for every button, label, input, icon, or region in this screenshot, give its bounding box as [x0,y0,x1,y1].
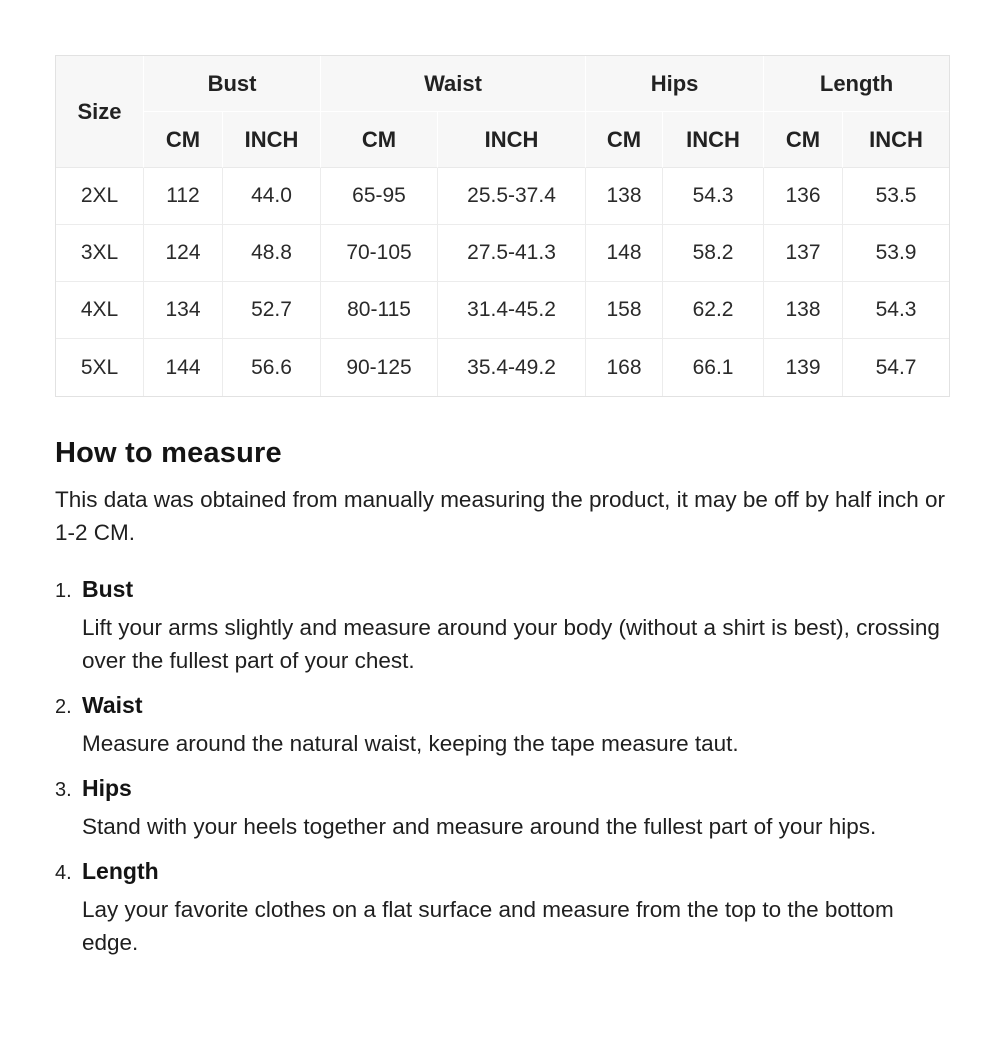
unit-header-bust-cm: CM [144,112,223,168]
unit-header-waist-cm: CM [321,112,438,168]
bust-inch-value: 44.0 [223,168,321,225]
col-header-waist: Waist [321,56,586,112]
step-number: 4. [55,862,72,884]
step-heading [55,858,948,885]
bust-cm-value: 144 [144,339,223,396]
step-description: Stand with your heels together and measure around the fullest part of your hips. [82,814,877,839]
step-term: Hips [82,775,132,801]
length-cm-value: 137 [764,225,843,282]
waist-inch-value: 27.5-41.3 [438,225,586,282]
waist-inch-value: 31.4-45.2 [438,282,586,339]
step-description: Lay your favorite clothes on a flat surface and measure from the top to the bottom edge. [82,897,894,955]
bust-inch-value: 48.8 [223,225,321,282]
length-inch-value: 54.3 [843,282,949,339]
size-label: 3XL [56,225,144,282]
length-cm-value: 136 [764,168,843,225]
unit-header-length-inch: INCH [843,112,949,168]
measure-step-waist [55,692,948,760]
col-header-hips: Hips [586,56,764,112]
hips-inch-value: 54.3 [663,168,764,225]
length-inch-value: 53.9 [843,225,949,282]
step-description: Lift your arms slightly and measure around your body (without a shirt is best), crossing over the fullest part of your chest. [82,615,940,673]
table-row-5xl [56,339,949,396]
unit-header-length-cm: CM [764,112,843,168]
measure-disclaimer: This data was obtained from manually measuring the product, it may be off by half inch or 1-2 CM. [55,487,946,545]
col-header-length: Length [764,56,949,112]
col-header-bust: Bust [144,56,321,112]
hips-inch-value: 66.1 [663,339,764,396]
step-number: 1. [55,580,72,602]
hips-cm-value: 168 [586,339,663,396]
bust-inch-value: 52.7 [223,282,321,339]
hips-inch-value: 62.2 [663,282,764,339]
step-term: Bust [82,576,134,602]
step-heading [55,576,948,603]
waist-inch-value: 35.4-49.2 [438,339,586,396]
size-chart-table [55,55,950,397]
step-number: 3. [55,779,72,801]
size-label: 5XL [56,339,144,396]
waist-cm-value: 70-105 [321,225,438,282]
step-term: Length [82,858,159,884]
col-header-size: Size [56,56,144,168]
step-number: 2. [55,696,72,718]
length-cm-value: 139 [764,339,843,396]
table-row-2xl [56,168,949,225]
unit-header-bust-inch: INCH [223,112,321,168]
unit-header-waist-inch: INCH [438,112,586,168]
bust-cm-value: 112 [144,168,223,225]
measure-step-length [55,858,948,959]
waist-cm-value: 65-95 [321,168,438,225]
length-cm-value: 138 [764,282,843,339]
measure-steps-list [55,576,948,959]
header-group-row [56,56,949,112]
how-to-measure-section [55,437,948,959]
section-title: How to measure [55,437,282,469]
step-description: Measure around the natural waist, keeping the tape measure taut. [82,731,739,756]
size-label: 4XL [56,282,144,339]
bust-cm-value: 134 [144,282,223,339]
unit-header-hips-inch: INCH [663,112,764,168]
waist-inch-value: 25.5-37.4 [438,168,586,225]
hips-cm-value: 158 [586,282,663,339]
table-row-3xl [56,225,949,282]
hips-cm-value: 148 [586,225,663,282]
waist-cm-value: 90-125 [321,339,438,396]
size-label: 2XL [56,168,144,225]
unit-header-hips-cm: CM [586,112,663,168]
hips-cm-value: 138 [586,168,663,225]
step-term: Waist [82,692,143,718]
bust-inch-value: 56.6 [223,339,321,396]
table-row-4xl [56,282,949,339]
step-heading [55,775,948,802]
step-heading [55,692,948,719]
bust-cm-value: 124 [144,225,223,282]
measure-step-bust [55,576,948,677]
header-units-row [56,112,949,168]
length-inch-value: 53.5 [843,168,949,225]
hips-inch-value: 58.2 [663,225,764,282]
waist-cm-value: 80-115 [321,282,438,339]
length-inch-value: 54.7 [843,339,949,396]
measure-step-hips [55,775,948,843]
